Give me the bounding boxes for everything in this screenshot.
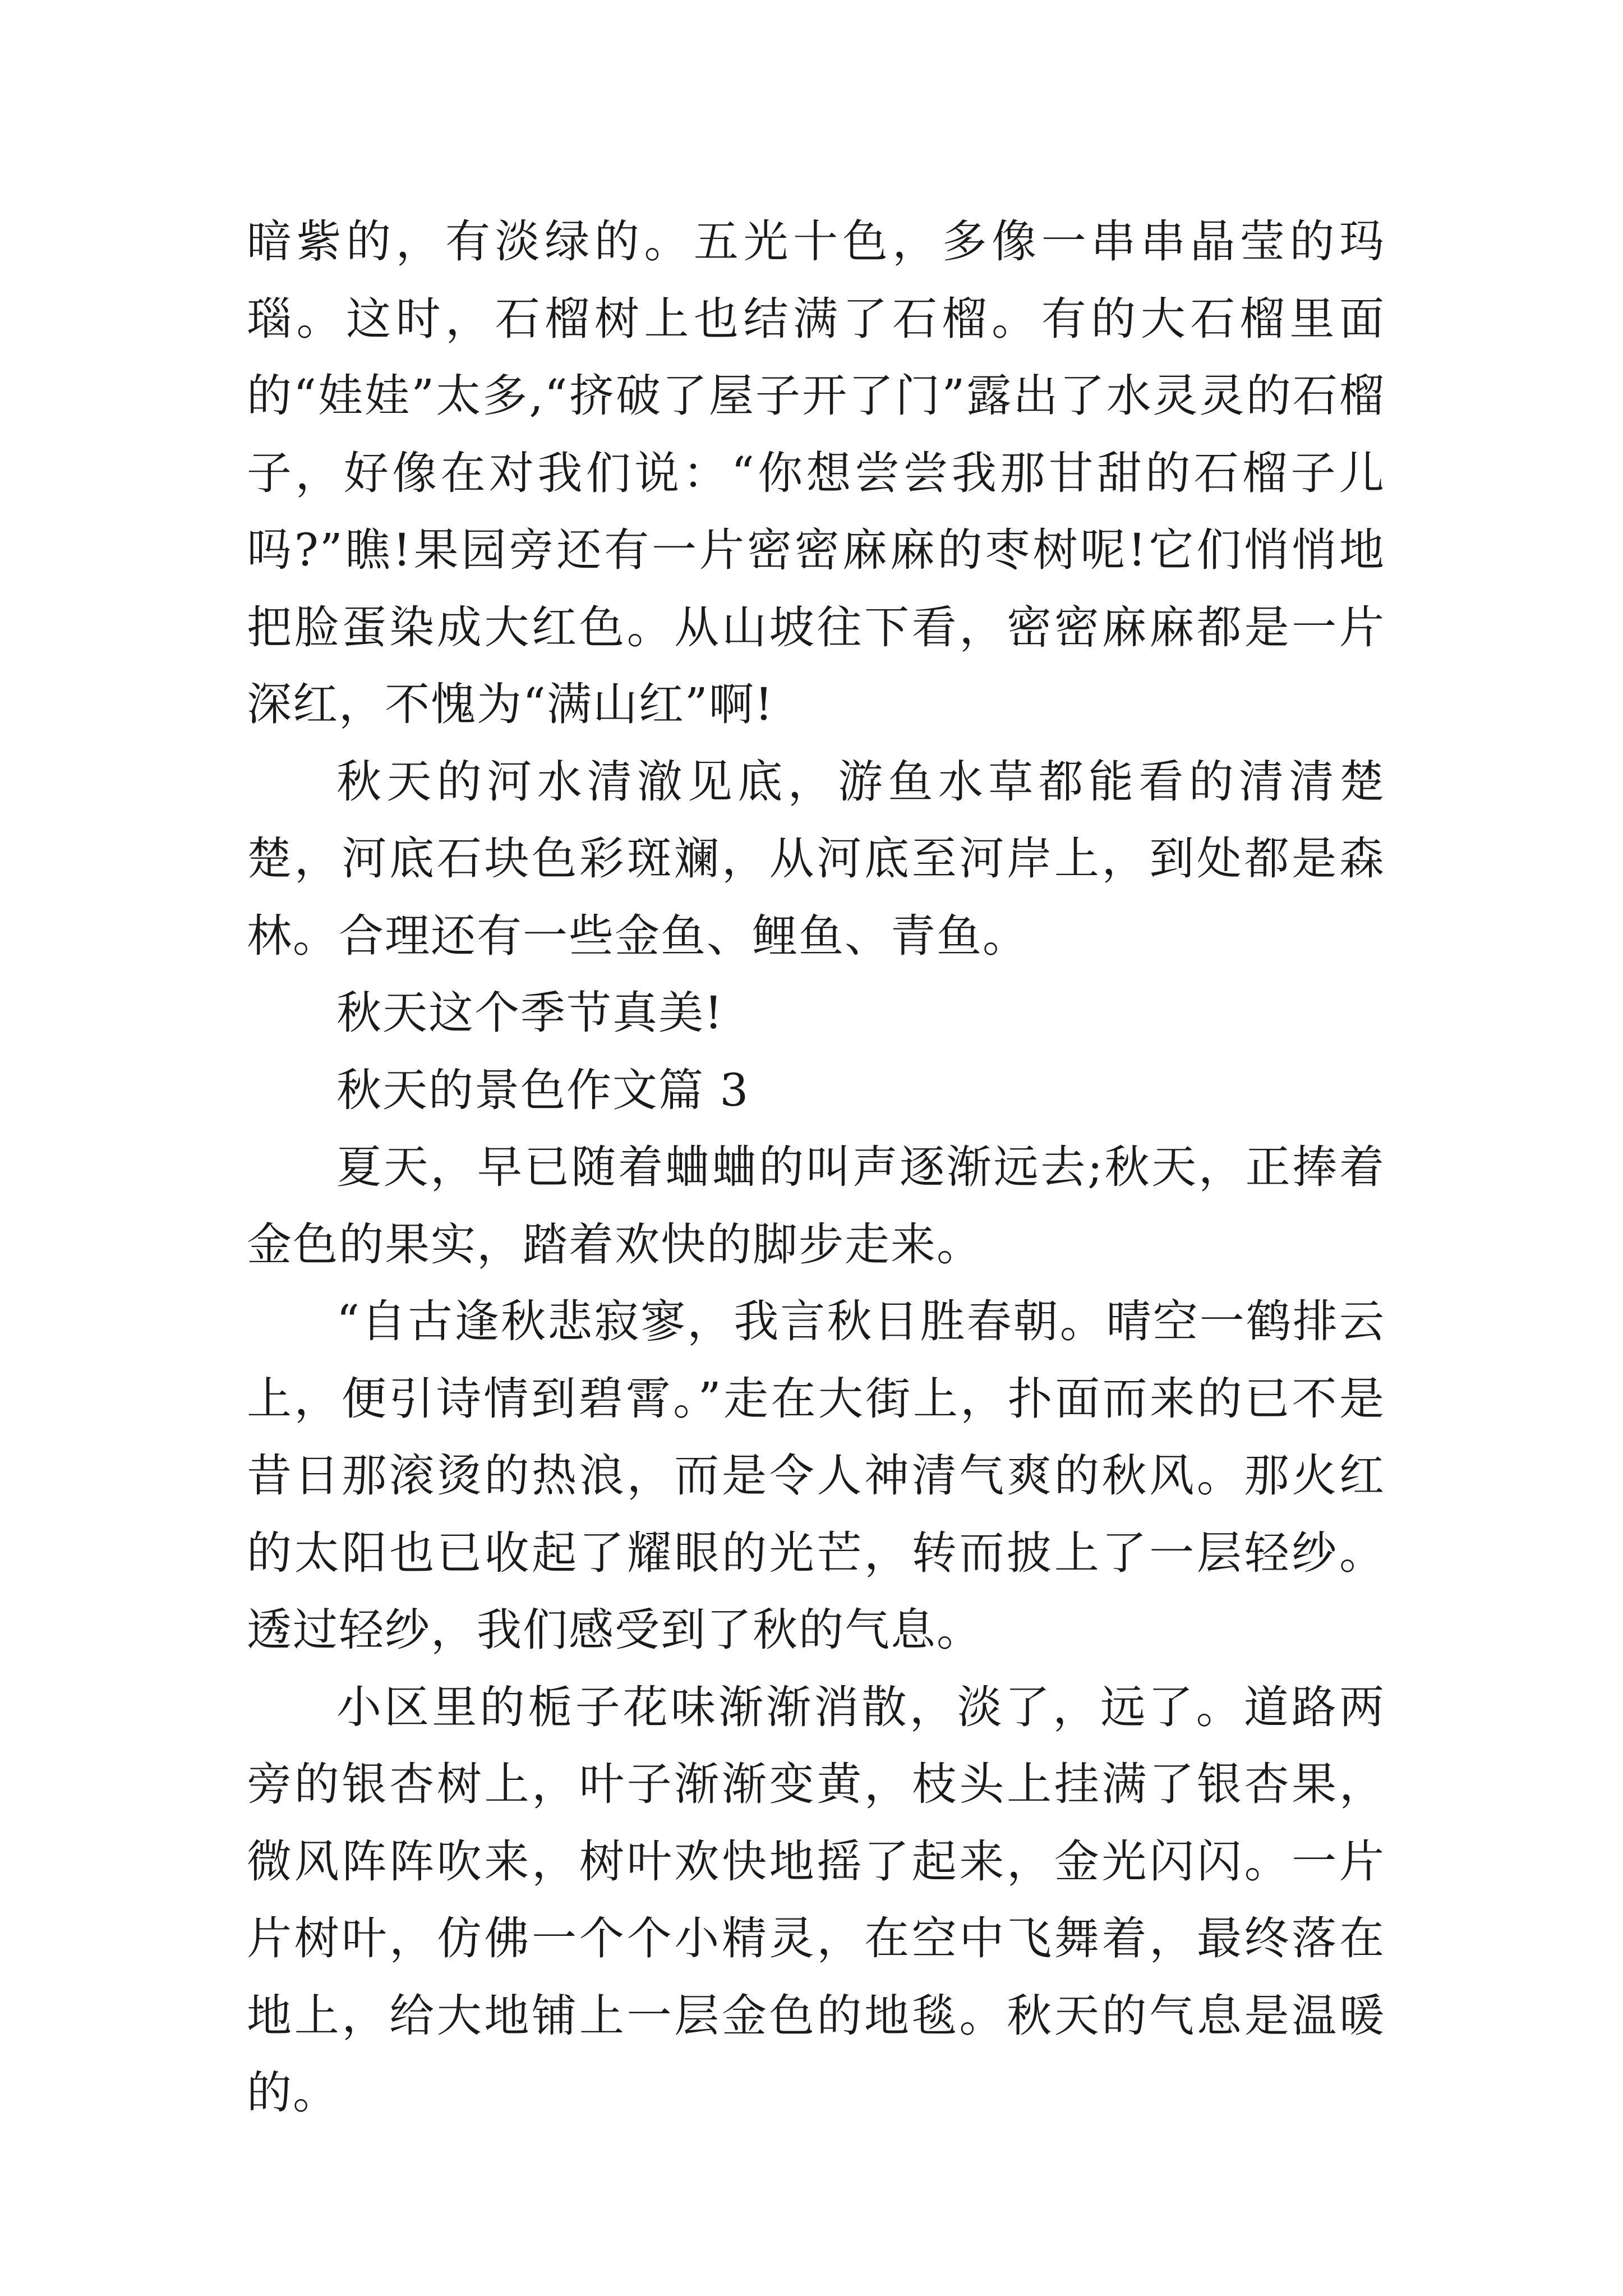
paragraph-summer-gone: 夏天，早已随着蛐蛐的叫声逐渐远去;秋天，正捧着金色的果实，踏着欢快的脚步走来。 [247, 1141, 1385, 1271]
section-heading: 秋天的景色作文篇 3 [336, 1064, 750, 1116]
document-body [247, 203, 1385, 2132]
paragraph-continued: 暗紫的，有淡绿的。五光十色，多像一串串晶莹的玛瑙。这时，石榴树上也结满了石榴。有的大石榴里面的“娃娃”太多,“挤破了屋子开了门”露出了水灵灵的石榴子，好像在对我们说：“你想尝尝我那甘甜的石榴子儿吗?”瞧!果园旁还有一片密密麻麻的枣树呢!它们悄悄地把脸蛋染成大红色。从山坡往下看，密密麻麻都是一片深红，不愧为“满山红”啊! [247, 215, 1385, 730]
paragraph-river: 秋天的河水清澈见底，游鱼水草都能看的清清楚楚，河底石块色彩斑斓，从河底至河岸上，到处都是森林。合理还有一些金鱼、鲤鱼、青鱼。 [247, 755, 1385, 962]
paragraph-ginkgo: 小区里的栀子花味渐渐消散，淡了，远了。道路两旁的银杏树上，叶子渐渐变黄，枝头上挂满了银杏果，微风阵阵吹来，树叶欢快地摇了起来，金光闪闪。一片片树叶，仿佛一个个小精灵，在空中飞舞着，最终落在地上，给大地铺上一层金色的地毯。秋天的气息是温暖的。 [247, 1681, 1385, 2119]
paragraph-poem-street: “自古逢秋悲寂寥，我言秋日胜春朝。晴空一鹤排云上，便引诗情到碧霄。”走在大街上，扑面而来的已不是昔日那滚烫的热浪，而是令人神清气爽的秋风。那火红的太阳也已收起了耀眼的光芒，转而披上了一层轻纱。透过轻纱，我们感受到了秋的气息。 [247, 1295, 1385, 1656]
paragraph-autumn-beautiful: 秋天这个季节真美! [336, 987, 724, 1039]
